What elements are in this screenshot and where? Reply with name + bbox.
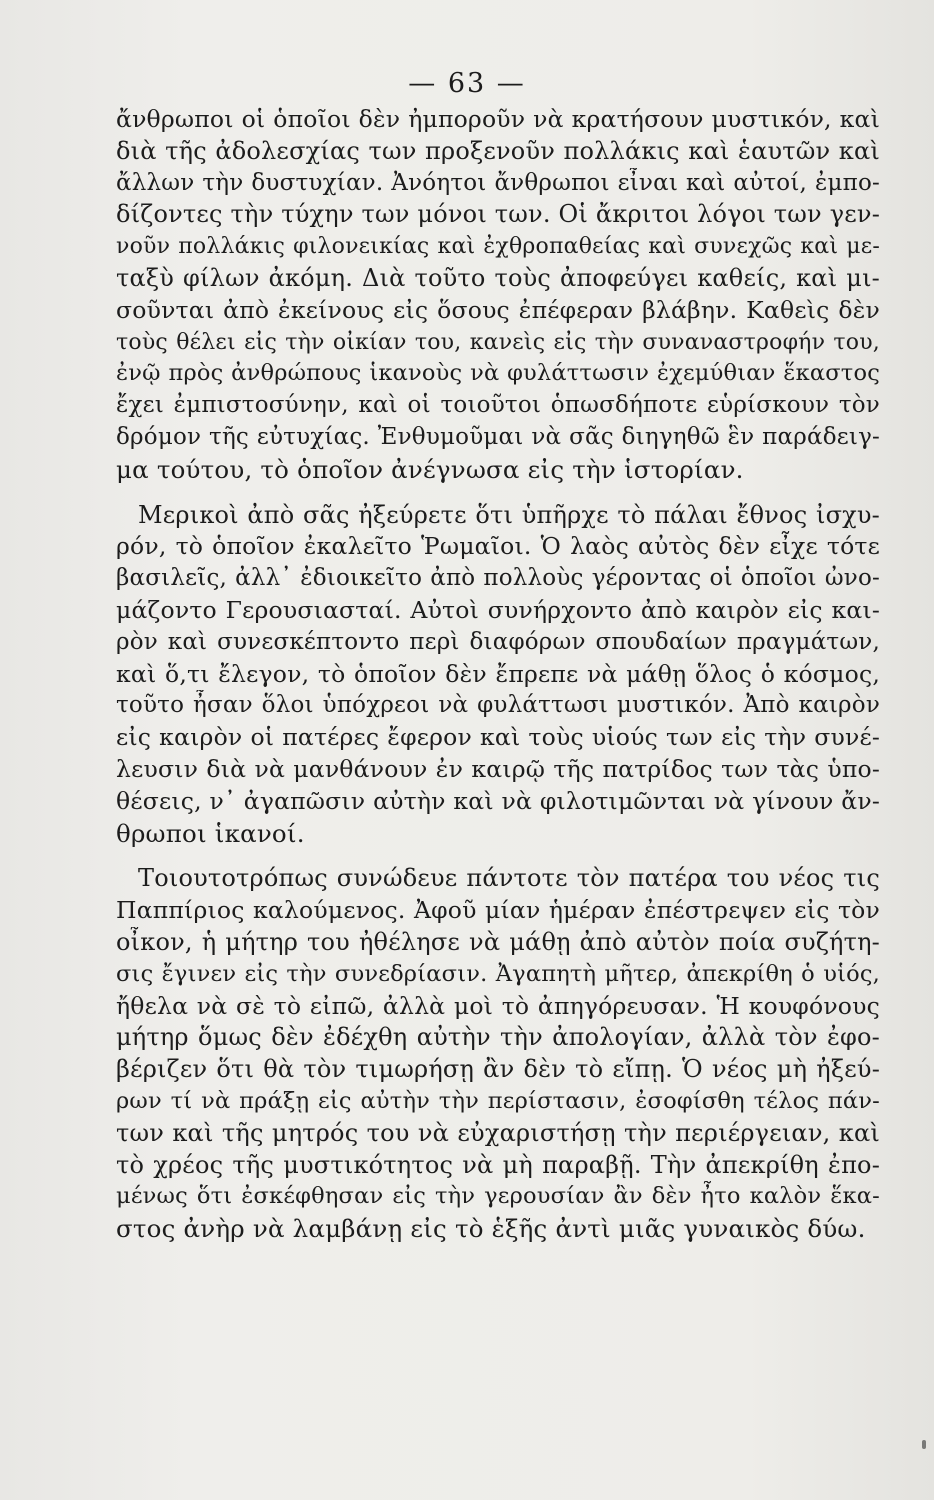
- text-line: οἶκον, ἡ μήτηρ του ἠθέλησε νὰ μάθῃ ἀπὸ αὐτὸν ποία συζήτη-: [116, 927, 880, 956]
- page-number: — 63 —: [408, 68, 526, 99]
- text-line: νοῦν πολλάκις φιλονεικίας καὶ ἐχθροπαθείας καὶ συνεχῶς καὶ με-: [116, 234, 880, 260]
- text-line: σις ἔγινεν εἰς τὴν συνεδρίασιν. Ἀγαπητὴ μῆτερ, ἀπεκρίθη ὁ υἱός,: [116, 960, 880, 987]
- text-line: μήτηρ ὅμως δὲν ἐδέχθη αὐτὴν τὴν ἀπολογίαν, ἀλλὰ τὸν ἐφο-: [116, 1023, 880, 1052]
- text-line: μένως ὅτι ἐσκέφθησαν εἰς τὴν γερουσίαν ἂν δὲν ἦτο καλὸν ἕκα-: [116, 1183, 880, 1210]
- text-line: ἐνῷ πρὸς ἀνθρώπους ἱκανοὺς νὰ φυλάττωσιν ἐχεμύθιαν ἕκαστος: [116, 360, 880, 387]
- text-line: ἄλλων τὴν δυστυχίαν. Ἀνόητοι ἄνθρωποι εἶναι καὶ αὐτοί, ἐμπο-: [116, 169, 880, 196]
- text-line: ρὸν καὶ συνεσκέπτοντο περὶ διαφόρων σπουδαίων πραγμάτων,: [116, 628, 880, 655]
- text-line: λευσιν διὰ νὰ μανθάνουν ἐν καιρῷ τῆς πατρίδος των τὰς ὑπο-: [116, 754, 880, 783]
- text-line: δρόμον τῆς εὐτυχίας. Ἐνθυμοῦμαι νὰ σᾶς διηγηθῶ ἓν παράδειγ-: [116, 423, 880, 450]
- paper-speck: [922, 1440, 926, 1449]
- text-line: καὶ ὅ,τι ἔλεγον, τὸ ὁποῖον δὲν ἔπρεπε νὰ μάθῃ ὅλος ὁ κόσμος,: [116, 659, 880, 688]
- text-line: των καὶ τῆς μητρός του νὰ εὐχαριστήσῃ τὴν περιέργειαν, καὶ: [116, 1118, 880, 1147]
- paragraph-gap: [116, 486, 880, 500]
- paragraph: [116, 104, 880, 486]
- text-line: Παππίριος καλούμενος. Ἀφοῦ μίαν ἡμέραν ἐπέστρεψεν εἰς τὸν: [116, 896, 880, 925]
- text-line: δίζοντες τὴν τύχην των μόνοι των. Οἱ ἄκριτοι λόγοι των γεν-: [116, 200, 880, 229]
- text-line: τοὺς θέλει εἰς τὴν οἰκίαν του, κανεὶς εἰς τὴν συναναστροφήν του,: [116, 329, 880, 355]
- text-line: βασιλεῖς, ἀλλ᾽ ἐδιοικεῖτο ἀπὸ πολλοὺς γέροντας οἱ ὁποῖοι ὠνο-: [116, 565, 880, 592]
- paragraph: [116, 863, 880, 1245]
- text-line: σοῦνται ἀπὸ ἐκείνους εἰς ὅσους ἐπέφεραν βλάβην. Καθεὶς δὲν: [116, 295, 880, 324]
- text-line: θρωποι ἱκανοί.: [116, 818, 305, 848]
- text-line: ἔχει ἐμπιστοσύνην, καὶ οἱ τοιοῦτοι ὁπωσδήποτε εὑρίσκουν τὸν: [116, 392, 880, 419]
- text-line: ἤθελα νὰ σὲ τὸ εἰπῶ, ἀλλὰ μοὶ τὸ ἀπηγόρευσαν. Ἡ κουφόνους: [116, 991, 880, 1020]
- paragraph-gap: [116, 849, 880, 863]
- text-line: ρων τί νὰ πράξῃ εἰς αὐτὴν τὴν περίστασιν, ἐσοφίσθη τέλος πάν-: [116, 1087, 880, 1114]
- text-line: βέριζεν ὅτι θὰ τὸν τιμωρήσῃ ἂν δὲν τὸ εἴπῃ. Ὁ νέος μὴ ἠξεύ-: [116, 1055, 880, 1084]
- text-line: Τοιουτοτρόπως συνώδευε πάντοτε τὸν πατέρα του νέος τις: [138, 864, 880, 893]
- text-line: εἰς καιρὸν οἱ πατέρες ἔφερον καὶ τοὺς υἱούς των εἰς τὴν συνέ-: [116, 723, 880, 752]
- text-line: μάζοντο Γερουσιασταί. Αὐτοὶ συνήρχοντο ἀπὸ καιρὸν εἰς και-: [116, 595, 880, 624]
- text-line: Μερικοὶ ἀπὸ σᾶς ἠξεύρετε ὅτι ὑπῆρχε τὸ πάλαι ἔθνος ἰσχυ-: [138, 500, 880, 529]
- paragraph: [116, 500, 880, 850]
- text-line: θέσεις, ν᾽ ἀγαπῶσιν αὐτὴν καὶ νὰ φιλοτιμῶνται νὰ γίνουν ἄν-: [116, 786, 880, 815]
- text-line: διὰ τῆς ἀδολεσχίας των προξενοῦν πολλάκις καὶ ἑαυτῶν καὶ: [116, 136, 880, 165]
- text-line: τὸ χρέος τῆς μυστικότητος νὰ μὴ παραβῇ. Τὴν ἀπεκρίθη ἐπο-: [116, 1150, 880, 1179]
- text-line: ἄνθρωποι οἱ ὁποῖοι δὲν ἠμποροῦν νὰ κρατήσουν μυστικόν, καὶ: [116, 105, 880, 133]
- text-line: ταξὺ φίλων ἀκόμη. Διὰ τοῦτο τοὺς ἀποφεύγει καθείς, καὶ μι-: [116, 263, 880, 292]
- text-line: μα τούτου, τὸ ὁποῖον ἀνέγνωσα εἰς τὴν ἱστορίαν.: [116, 454, 744, 484]
- body-text: [116, 104, 880, 1245]
- text-line: τοῦτο ἦσαν ὅλοι ὑπόχρεοι νὰ φυλάττωσι μυστικόν. Ἀπὸ καιρὸν: [116, 692, 880, 719]
- text-line: στος ἀνὴρ νὰ λαμβάνῃ εἰς τὸ ἑξῆς ἀντὶ μιᾶς γυναικὸς δύω.: [116, 1214, 866, 1244]
- text-line: ρόν, τὸ ὁποῖον ἐκαλεῖτο Ῥωμαῖοι. Ὁ λαὸς αὐτὸς δὲν εἶχε τότε: [116, 532, 880, 561]
